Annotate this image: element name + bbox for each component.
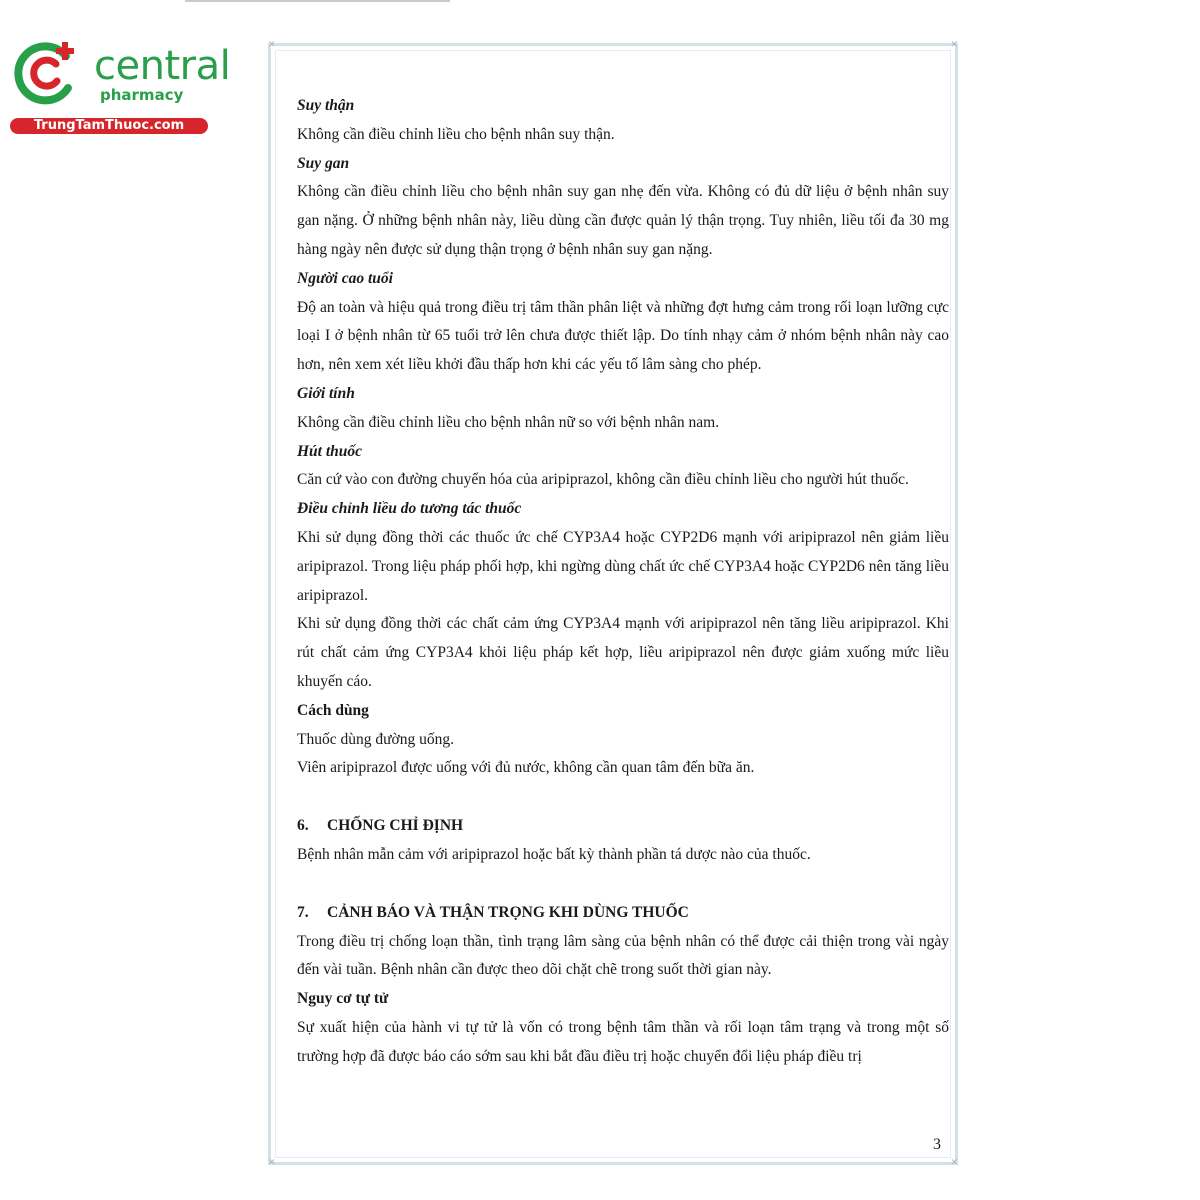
paragraph-cach-dung-2: Viên aripiprazol được uống với đủ nước, không cần quan tâm đến bữa ăn. (297, 759, 755, 777)
paragraph-canh-bao: Trong điều trị chống loạn thần, tình trạng lâm sàng của bệnh nhân có thể được cải thiện trong vài ngày đến vài tuần. Bệnh nhân cần được theo dõi chặt chẽ trong suốt thời gian này. (297, 932, 949, 979)
paragraph-suy-gan: Không cần điều chỉnh liều cho bệnh nhân suy gan nhẹ đến vừa. Không có đủ dữ liệu ở bệnh nhân suy gan nặng. Ở những bệnh nhân này, liều dùng cần được quản lý thận trọng. Tuy nhiên, liều tối đa 30 mg hàng ngày nên được sử dụng thận trọng ở bệnh nhân suy gan nặng. (297, 183, 949, 258)
subheading-cach-dung: Cách dùng (297, 701, 369, 719)
subheading-suy-than: Suy thận (297, 97, 355, 114)
brand-url[interactable]: TrungTamThuoc.com (10, 118, 208, 134)
paragraph-cach-dung-1: Thuốc dùng đường uống. (297, 730, 454, 748)
paragraph-chong-chi-dinh: Bệnh nhân mẫn cảm với aripiprazol hoặc bất kỳ thành phần tá dược nào của thuốc. (297, 845, 811, 863)
top-edge-line (185, 0, 450, 2)
paragraph-tuong-tac-2: Khi sử dụng đồng thời các chất cảm ứng CYP3A4 mạnh với aripiprazol nên tăng liều aripiprazol. Khi rút chất cảm ứng CYP3A4 khỏi liệu pháp kết hợp, liều aripiprazol nên được giảm xuống mức liều khuyến cáo. (297, 615, 949, 690)
paragraph-nguoi-cao-tuoi: Độ an toàn và hiệu quả trong điều trị tâm thần phân liệt và những đợt hưng cảm trong rối loạn lưỡng cực loại I ở bệnh nhân từ 65 tuổi trở lên chưa được thiết lập. Do tính nhạy cảm ở nhóm bệnh nhân này cao hơn, nên xem xét liều khởi đầu thấp hơn khi các yếu tố lâm sàng cho phép. (297, 298, 949, 374)
corner-mark-icon: ✕ (268, 1158, 276, 1168)
section-number-6: 6. (297, 817, 309, 835)
corner-mark-icon: ✕ (950, 40, 958, 50)
section-heading-7 (297, 899, 949, 928)
paragraph-hut-thuoc: Căn cứ vào con đường chuyển hóa của aripiprazol, không cần điều chỉnh liều cho người hút thuốc. (297, 471, 909, 489)
section-spacer (297, 870, 949, 899)
section-heading-6 (297, 812, 949, 841)
paragraph-gioi-tinh: Không cần điều chỉnh liều cho bệnh nhân nữ so với bệnh nhân nam. (297, 413, 720, 431)
subheading-hut-thuoc: Hút thuốc (297, 442, 363, 460)
section-title-6: CHỐNG CHỈ ĐỊNH (327, 817, 464, 835)
brand-name: central (94, 43, 231, 89)
subheading-gioi-tinh: Giới tính (297, 384, 355, 402)
section-number-7: 7. (297, 903, 309, 921)
section-title-7: CẢNH BÁO VÀ THẬN TRỌNG KHI DÙNG THUỐC (327, 903, 689, 921)
logo-mark-icon (10, 36, 82, 108)
corner-mark-icon: ✕ (950, 1158, 958, 1168)
subheading-tuong-tac-thuoc: Điều chỉnh liều do tương tác thuốc (297, 500, 522, 518)
paragraph-nguy-co-tu-tu: Sự xuất hiện của hành vi tự tử là vốn có trong bệnh tâm thần và rối loạn tâm trạng và trong một số trường hợp đã được báo cáo sớm sau khi bắt đầu điều trị hoặc chuyển đổi liệu pháp điều trị (297, 1018, 949, 1065)
subheading-suy-gan: Suy gan (297, 154, 350, 172)
page-number: 3 (933, 1136, 941, 1153)
central-pharmacy-logo[interactable] (10, 36, 231, 136)
brand-subtitle: pharmacy (100, 86, 184, 104)
paragraph-suy-than: Không cần điều chỉnh liều cho bệnh nhân suy thận. (297, 125, 615, 143)
document-body (297, 92, 949, 1072)
subheading-nguy-co-tu-tu: Nguy cơ tự tử (297, 990, 389, 1008)
corner-mark-icon: ✕ (268, 40, 276, 50)
section-spacer (297, 783, 949, 812)
paragraph-tuong-tac-1: Khi sử dụng đồng thời các thuốc ức chế CYP3A4 hoặc CYP2D6 mạnh với aripiprazol nên giảm liều aripiprazol. Trong liệu pháp phối hợp, khi ngừng dùng chất ức chế CYP3A4 hoặc CYP2D6 nên tăng liều aripiprazol. (297, 528, 949, 604)
subheading-nguoi-cao-tuoi: Người cao tuổi (297, 269, 393, 287)
